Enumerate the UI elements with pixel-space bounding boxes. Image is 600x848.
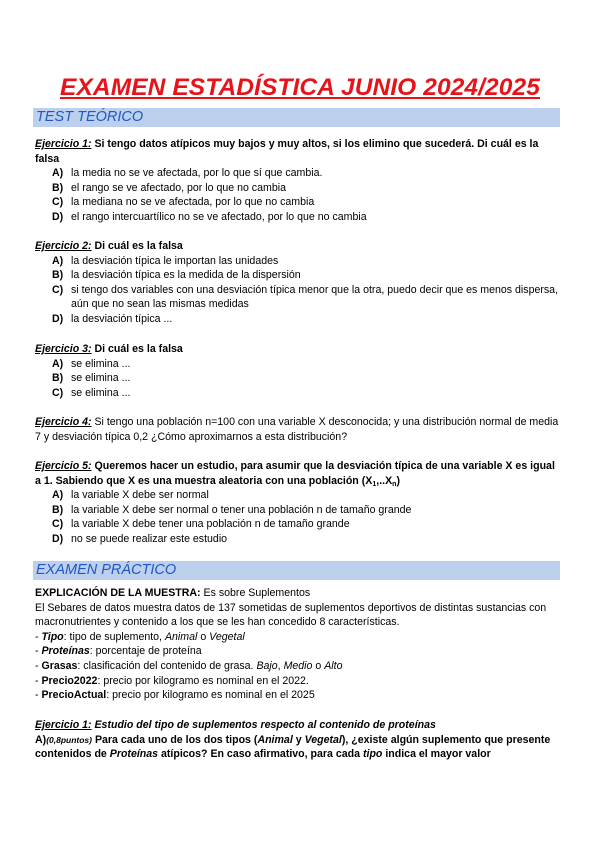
question-text: Queremos hacer un estudio, para asumir que la desviación típica de una variable X es igual a 1. Sabiendo que X es una muestra aleatoria con una población <box>35 460 555 487</box>
test-exercise-5 <box>35 459 560 547</box>
variable-grasas: - Grasas: clasificación del contenido de grasa. Bajo, Medio o Alto <box>35 659 343 672</box>
exercise-label: Ejercicio 2: <box>35 240 92 252</box>
sample-explanation <box>35 586 560 703</box>
section-band-test <box>33 108 560 127</box>
exercise-label: Ejercicio 1: <box>35 138 92 150</box>
sample-notation: $(X_1,..X_n)$ <box>361 474 400 488</box>
option-c: C) la variable X debe tener una población n de tamaño grande <box>52 518 350 531</box>
option-a: A) la media no se ve afectada, por lo que sí que cambia. <box>52 167 323 180</box>
explanation-line <box>35 586 560 601</box>
test-exercise-4 <box>35 415 560 444</box>
option-b: B) se elimina ... <box>52 372 131 385</box>
exercise-question <box>35 239 560 254</box>
section-heading-test: TEST TEÓRICO <box>36 109 144 125</box>
exercise-question <box>35 459 560 488</box>
option-c: C) si tengo dos variables con una desviación típica menor que la otra, puedo decir que es menos dispersa, aún que no sean las mismas medidas <box>52 283 559 311</box>
question-text: Si tengo una población n=100 con una variable X desconocida; y una distribución normal de media 7 y desviación típica 0,2 ¿Cómo aproximarnos a esta distribución? <box>35 416 559 443</box>
option-b: B) la variable X debe ser normal o tener una población n de tamaño grande <box>52 503 412 516</box>
exercise-question <box>35 137 560 166</box>
option-d: D) no se puede realizar este estudio <box>52 532 228 545</box>
explanation-label: EXPLICACIÓN DE LA MUESTRA: <box>35 587 201 599</box>
variable-precio2022: - Precio2022: precio por kilogramo es nominal en el 2022. <box>35 674 309 687</box>
exercise-label: Ejercicio 1: <box>35 719 92 731</box>
option-c: C) la mediana no se ve afectada, por lo que no cambia <box>52 196 315 209</box>
variable-tipo: - Tipo: tipo de suplemento, Animal o Vegetal <box>35 630 245 643</box>
question-text: Di cuál es la falsa <box>94 343 183 355</box>
variable-proteinas: - Proteínas: porcentaje de proteína <box>35 645 202 658</box>
exercise-title: Estudio del tipo de suplementos respecto al contenido de proteínas <box>94 719 436 731</box>
options-list <box>35 166 560 224</box>
option-a: A) la variable X debe ser normal <box>52 489 209 502</box>
question-text: Di cuál es la falsa <box>94 240 183 252</box>
section-heading-practice: EXAMEN PRÁCTICO <box>36 562 177 578</box>
exercise-question <box>35 342 560 357</box>
section-band-practice <box>33 561 560 580</box>
option-b: B) el rango se ve afectado, por lo que no cambia <box>52 181 286 194</box>
exercise-label: Ejercicio 3: <box>35 343 92 355</box>
exercise-question <box>35 415 560 444</box>
option-a: A) la desviación típica le importan las unidades <box>52 254 279 267</box>
option-d: D) el rango intercuartílico no se ve afectado, por lo que no cambia <box>52 210 367 223</box>
exercise-question-a: A)(0,8puntos) Para cada uno de los dos tipos (Animal y Vegetal), ¿existe algún suplemento que presente contenidos de Proteínas atípicos? En caso afirmativo, para cada tipo indica el mayor valor <box>35 733 551 761</box>
option-b: B) la desviación típica es la medida de la dispersión <box>52 269 301 282</box>
option-c: C) se elimina ... <box>52 386 131 399</box>
variable-precioactual: - PrecioActual: precio por kilogramo es nominal en el 2025 <box>35 689 315 702</box>
test-exercise-2 <box>35 239 560 327</box>
test-exercise-3 <box>35 342 560 400</box>
option-a: A) se elimina ... <box>52 357 131 370</box>
question-text: Si tengo datos atípicos muy bajos y muy altos, si los elimino que sucederá. Di cuál es la falsa <box>35 138 539 165</box>
exam-title: EXAMEN ESTADÍSTICA JUNIO 2024/2025 <box>60 74 540 101</box>
options-list <box>35 254 560 327</box>
explanation-paragraph: El Sebares de datos muestra datos de 137 sometidas de suplementos deportivos de distintas sustancias con macronutrientes y contenido a los que se les han concedido 8 características. <box>35 601 547 629</box>
test-exercise-1 <box>35 137 560 225</box>
options-list <box>35 488 560 546</box>
exercise-label: Ejercicio 4: <box>35 416 92 428</box>
options-list <box>35 357 560 401</box>
exercise-heading <box>35 718 560 733</box>
explanation-text: Es sobre Suplementos <box>203 587 311 599</box>
option-d: D) la desviación típica ... <box>52 312 173 325</box>
exercise-label: Ejercicio 5: <box>35 460 92 472</box>
practice-exercise-1 <box>35 718 560 762</box>
points-note: (0,8puntos) <box>46 734 92 745</box>
